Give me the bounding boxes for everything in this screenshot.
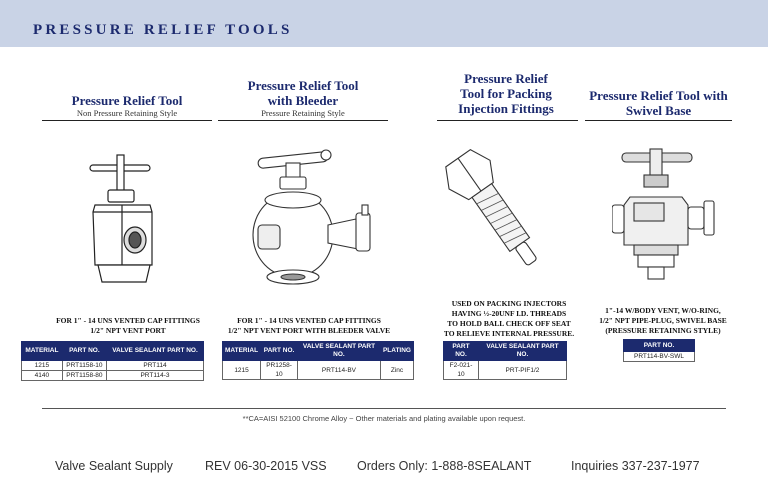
product-2-rule	[218, 120, 388, 121]
table-header-row	[624, 340, 695, 352]
table-header: VALVE SEALANT PART NO.	[478, 342, 566, 361]
table-header: PART NO.	[624, 340, 695, 352]
table-header: PLATING	[380, 342, 413, 361]
footer-company: Valve Sealant Supply	[55, 459, 173, 473]
table-row	[624, 352, 695, 362]
table-row	[444, 361, 567, 380]
product-2-subtitle: Pressure Retaining Style	[261, 108, 345, 118]
bleeder-relief-tool-icon	[236, 145, 386, 295]
table-cell: Zinc	[380, 361, 413, 380]
product-3-heading	[436, 71, 576, 116]
product-1-rule	[42, 120, 212, 121]
swivel-base-tool-icon	[612, 145, 722, 285]
product-4-heading	[585, 88, 732, 118]
product-1-heading	[42, 93, 212, 118]
table-header: MATERIAL	[22, 342, 63, 361]
product-2-description: FOR 1" - 14 UNS VENTED CAP FITTINGS 1/2" NPT VENT PORT WITH BLEEDER VALVE	[227, 316, 391, 335]
product-1-description: FOR 1" - 14 UNS VENTED CAP FITTINGS 1/2" NPT VENT PORT	[56, 316, 200, 335]
table-cell: 1215	[223, 361, 261, 380]
table-cell: PR1258-10	[261, 361, 298, 380]
table-cell: PRT1158-10	[62, 361, 106, 371]
product-4-parts-table	[623, 339, 695, 362]
table-cell: PRT114	[106, 361, 203, 371]
product-2-title: Pressure Relief Tool with Bleeder	[247, 78, 359, 108]
product-1-parts-table	[21, 341, 204, 381]
footer-inquiries: Inquiries 337-237-1977	[571, 459, 700, 473]
product-3-description: USED ON PACKING INJECTORS HAVING ½-20UNF I.D. THREADS TO HOLD BALL CHECK OFF SEAT TO RELIEVE INTERNAL PRESSURE.	[443, 299, 575, 338]
footer-orders: Orders Only: 1-888-8SEALANT	[357, 459, 532, 473]
t-handle-relief-tool-icon	[80, 150, 170, 290]
page-title: PRESSURE RELIEF TOOLS	[33, 22, 293, 38]
table-row	[223, 361, 414, 380]
product-2-heading	[218, 78, 388, 118]
table-cell: PRT-PIF1/2	[478, 361, 566, 380]
table-cell: PRT114-BV-SWL	[624, 352, 695, 362]
table-header: VALVE SEALANT PART NO.	[297, 342, 380, 361]
packing-fitting-tool-icon	[432, 138, 562, 283]
footer-revision: REV 06-30-2015 VSS	[205, 459, 327, 473]
table-header: PART NO.	[261, 342, 298, 361]
table-header-row	[22, 342, 204, 361]
table-header: PART NO.	[444, 342, 479, 361]
title-banner	[0, 0, 768, 47]
product-1-subtitle: Non Pressure Retaining Style	[76, 108, 178, 118]
table-cell: 4140	[22, 371, 63, 381]
table-row	[22, 361, 204, 371]
table-header-row	[444, 342, 567, 361]
product-3-parts-table	[443, 341, 567, 380]
product-4-rule	[585, 120, 732, 121]
table-cell: PRT114-3	[106, 371, 203, 381]
table-cell: F2-021-10	[444, 361, 479, 380]
table-cell: 1215	[22, 361, 63, 371]
table-cell: PRT1158-80	[62, 371, 106, 381]
product-3-title: Pressure Relief Tool for Packing Injection Fittings	[458, 71, 554, 116]
table-cell: PRT114-BV	[297, 361, 380, 380]
product-2-parts-table	[222, 341, 414, 380]
table-header: VALVE SEALANT PART NO.	[106, 342, 203, 361]
footnote: **CA=AISI 52100 Chrome Alloy ~ Other materials and plating available upon request.	[242, 414, 526, 423]
product-1-title: Pressure Relief Tool	[71, 93, 183, 108]
product-4-title: Pressure Relief Tool with Swivel Base	[589, 88, 728, 118]
product-4-description: 1"-14 W/BODY VENT, W/O-RING, 1/2" NPT PIPE-PLUG, SWIVEL BASE (PRESSURE RETAINING STYLE)	[599, 306, 727, 335]
table-header: MATERIAL	[223, 342, 261, 361]
table-row	[22, 371, 204, 381]
footer-divider	[42, 408, 726, 409]
table-header: PART NO.	[62, 342, 106, 361]
product-3-rule	[437, 120, 578, 121]
table-header-row	[223, 342, 414, 361]
